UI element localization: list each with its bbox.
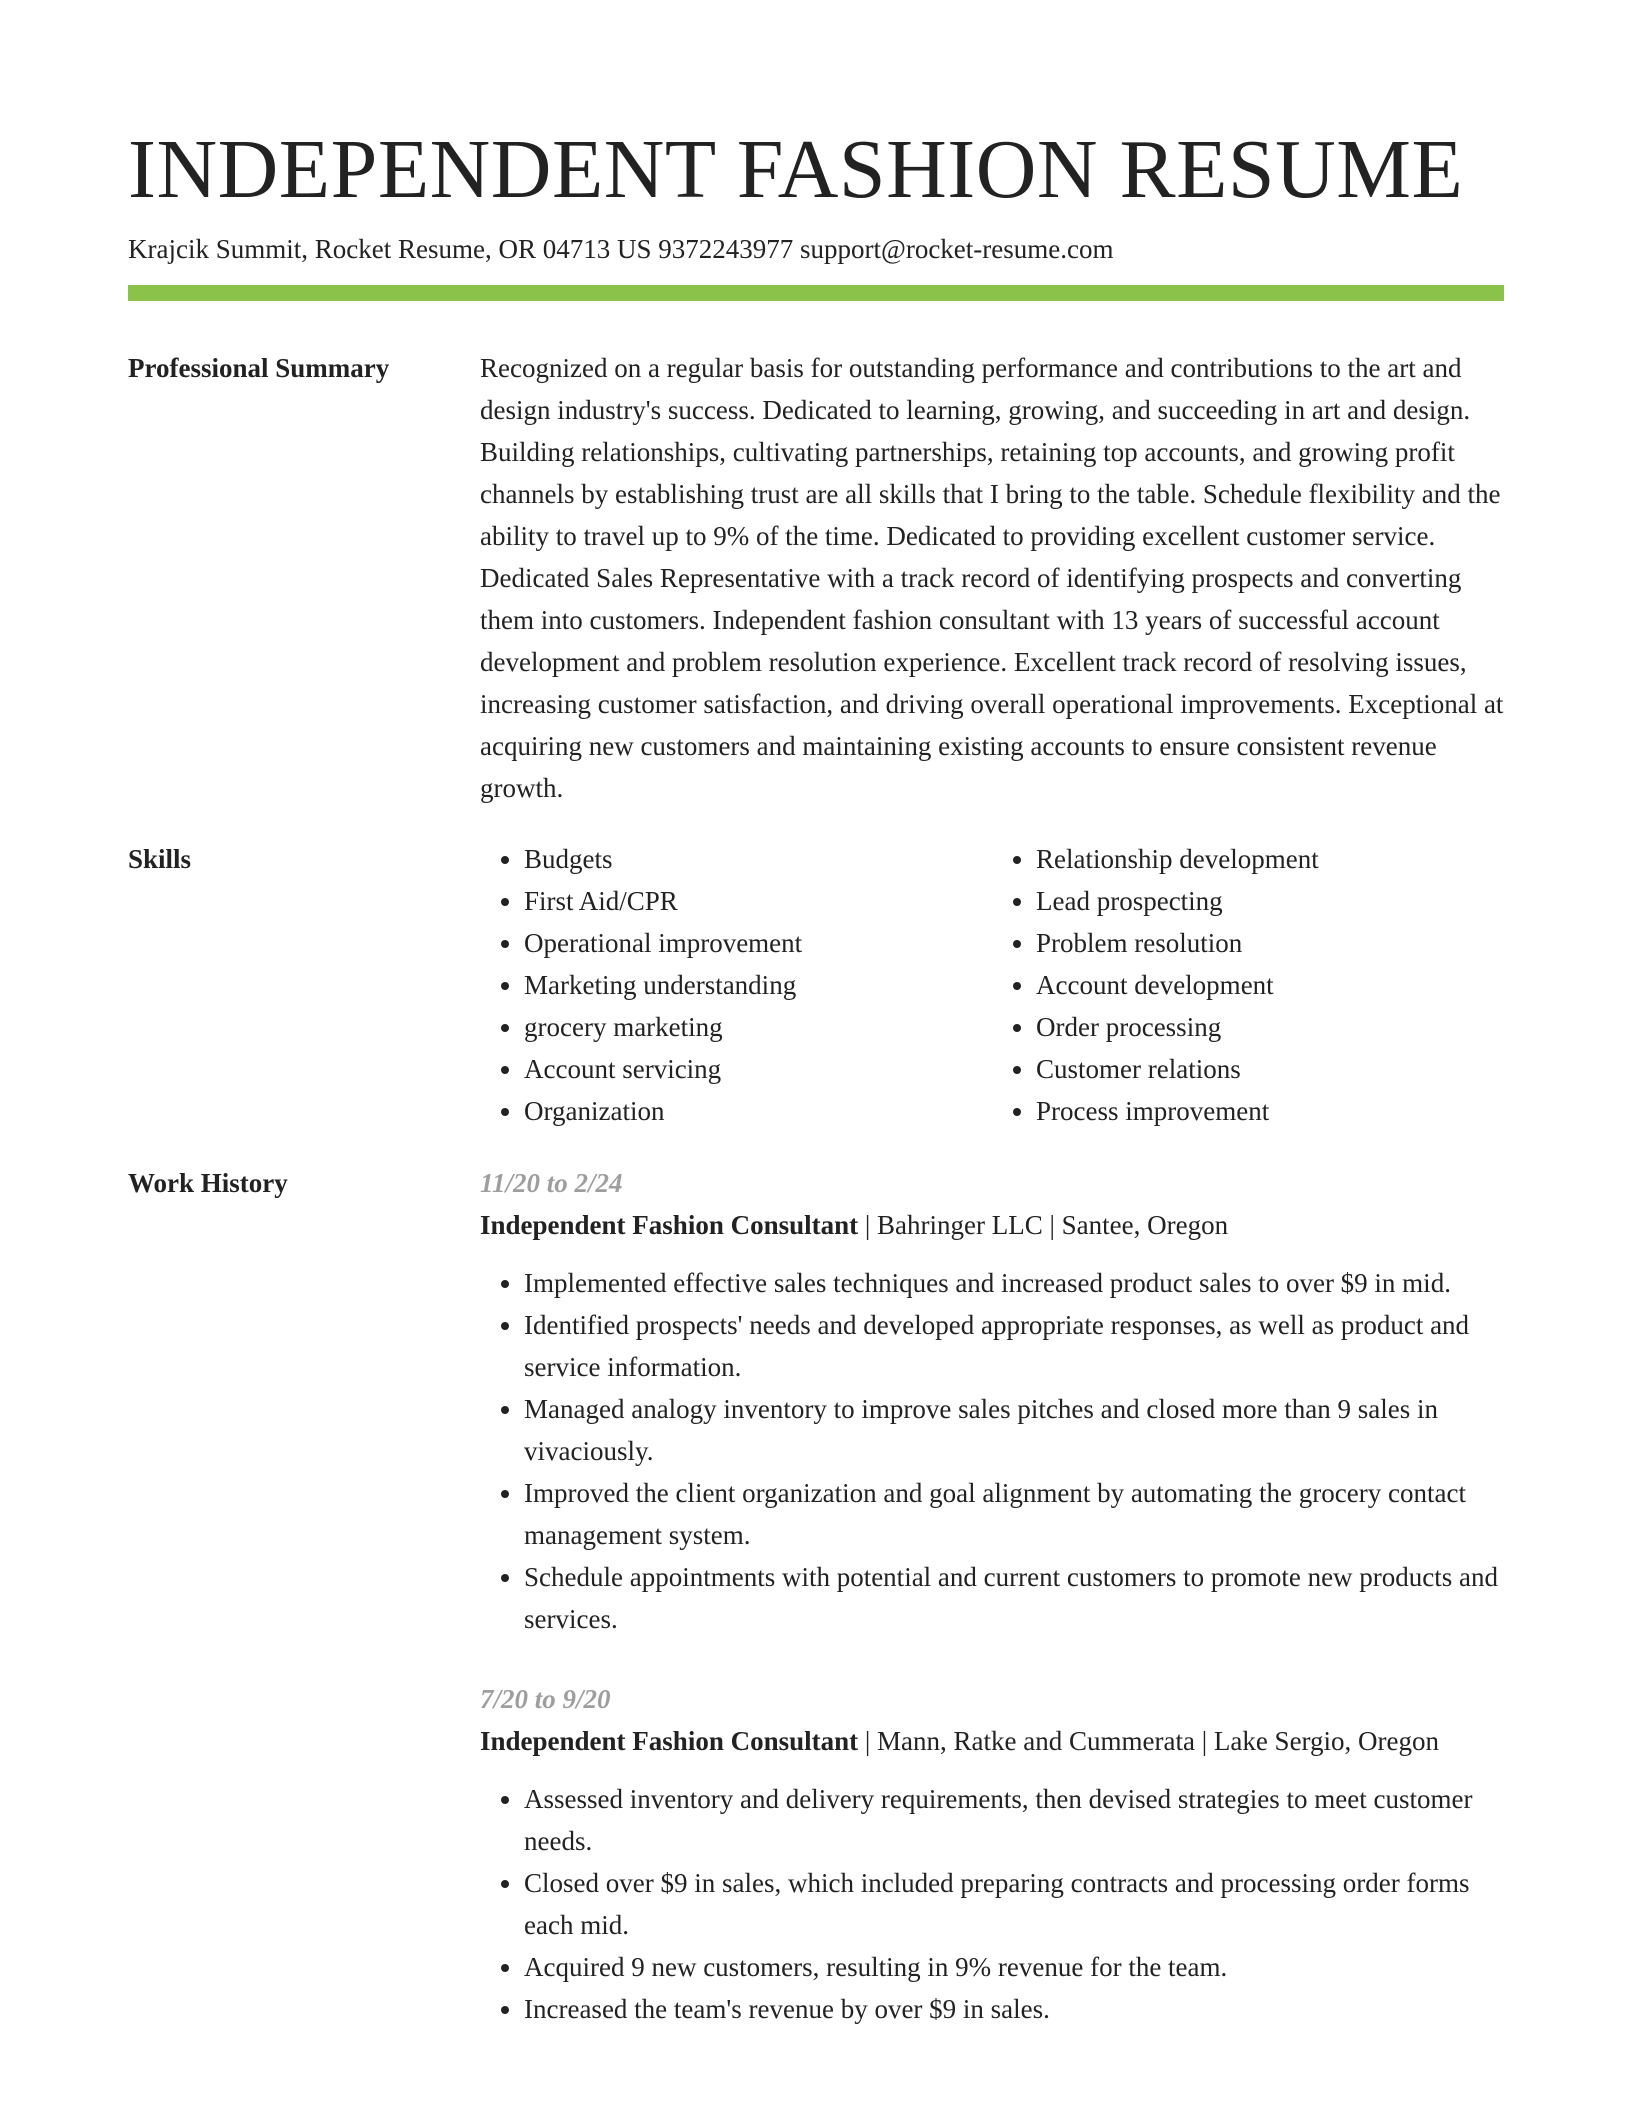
job-bullet: • Increased the team's revenue by over $9 in sales. <box>524 1988 1504 2030</box>
job-employer-details: | Bahringer LLC | Santee, Oregon <box>858 1210 1229 1240</box>
job-bullet: • Acquired 9 new customers, resulting in 9% revenue for the team. <box>524 1946 1504 1988</box>
skill-item: • First Aid/CPR <box>524 880 992 922</box>
skill-item: • Process improvement <box>1036 1090 1504 1132</box>
job-dates: 11/20 to 2/24 <box>480 1168 623 1198</box>
skill-item: • grocery marketing <box>524 1006 992 1048</box>
skill-item: • Customer relations <box>1036 1048 1504 1090</box>
skill-item: • Lead prospecting <box>1036 880 1504 922</box>
job-bullet-list <box>480 1262 1504 1640</box>
skill-item: • Organization <box>524 1090 992 1132</box>
job-bullet: • Implemented effective sales techniques and increased product sales to over $9 in mid. <box>524 1262 1504 1304</box>
summary-label: Professional Summary <box>128 353 390 383</box>
job-dates: 7/20 to 9/20 <box>480 1684 611 1714</box>
job-employer-details: | Mann, Ratke and Cummerata | Lake Sergio, Oregon <box>858 1726 1440 1756</box>
job-entry <box>480 1162 1504 1640</box>
skill-item: • Relationship development <box>1036 838 1504 880</box>
job-bullet: • Closed over $9 in sales, which included preparing contracts and processing order forms each mid. <box>524 1862 1504 1946</box>
job-bullet: • Schedule appointments with potential and current customers to promote new products and services. <box>524 1556 1504 1640</box>
skill-item: • Order processing <box>1036 1006 1504 1048</box>
skill-item: • Account servicing <box>524 1048 992 1090</box>
skill-item: • Problem resolution <box>1036 922 1504 964</box>
job-bullet: • Improved the client organization and goal alignment by automating the grocery contact management system. <box>524 1472 1504 1556</box>
job-bullet-list <box>480 1778 1504 2030</box>
job-bullet: • Managed analogy inventory to improve sales pitches and closed more than 9 sales in vivaciously. <box>524 1388 1504 1472</box>
job-bullet: • Identified prospects' needs and developed appropriate responses, as well as product and service information. <box>524 1304 1504 1388</box>
skills-columns <box>480 838 1504 1132</box>
skills-list-left <box>480 838 992 1132</box>
skill-item: • Operational improvement <box>524 922 992 964</box>
skill-item: • Account development <box>1036 964 1504 1006</box>
resume-title: INDEPENDENT FASHION RESUME <box>128 123 1464 216</box>
job-entry <box>480 1678 1504 2030</box>
work-history-content <box>480 1162 1504 2068</box>
skills-content <box>480 838 1504 1132</box>
skills-list-right <box>992 838 1504 1132</box>
job-title-line <box>480 1720 1504 1762</box>
skill-item: • Marketing understanding <box>524 964 992 1006</box>
skills-label: Skills <box>128 844 192 874</box>
summary-content <box>480 347 1504 809</box>
work-history-label: Work History <box>128 1168 288 1198</box>
job-bullet: • Assessed inventory and delivery requirements, then devised strategies to meet customer needs. <box>524 1778 1504 1862</box>
header-divider <box>128 285 1504 301</box>
job-title-line <box>480 1204 1504 1246</box>
job-title: Independent Fashion Consultant <box>480 1726 859 1756</box>
summary-text: Recognized on a regular basis for outstanding performance and contributions to the art and design industry's success. Dedicated to learning, growing, and succeeding in art and design. Building relationships, cultivating partnerships, retaining top accounts, and growing profit channels by establishing trust are all skills that I bring to the table. Schedule flexibility and the ability to travel up to 9% of the time. Dedicated to providing excellent customer service. Dedicated Sales Representative with a track record of identifying prospects and converting them into customers. Independent fashion consultant with 13 years of successful account development and problem resolution experience. Excellent track record of resolving issues, increasing customer satisfaction, and driving overall operational improvements. Exceptional at acquiring new customers and maintaining existing accounts to ensure consistent revenue growth. <box>480 353 1504 803</box>
skill-item: • Budgets <box>524 838 992 880</box>
job-title: Independent Fashion Consultant <box>480 1210 859 1240</box>
contact-line: Krajcik Summit, Rocket Resume, OR 04713 US 9372243977 support@rocket-resume.com <box>128 234 1114 264</box>
